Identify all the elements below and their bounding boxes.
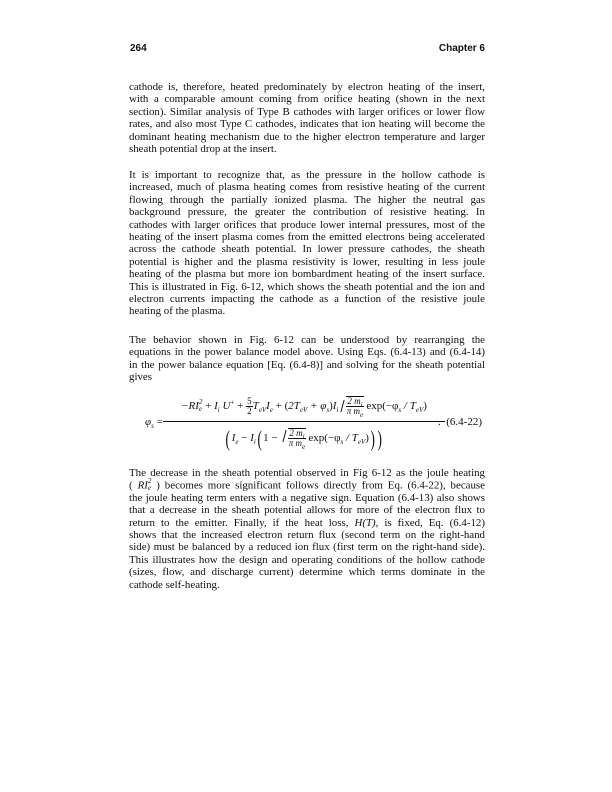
text-line: cathode is, therefore, heated predominately by electron heating of the insert, bbox=[129, 81, 485, 93]
text-line: dominant heating mechanism due to the higher electron temperature and larger bbox=[129, 130, 485, 143]
math: π m bbox=[288, 438, 303, 449]
text-line: that a decrease in the sheath potential allows for more of the electron flux to bbox=[129, 504, 485, 517]
math: − bbox=[238, 432, 251, 445]
subscript: s bbox=[326, 406, 330, 415]
phi-symbol: φ bbox=[145, 416, 152, 428]
text-line: across the cathode sheath potential. In lower pressure cathodes, the sheath bbox=[129, 243, 485, 256]
text: ( bbox=[129, 479, 133, 492]
square-root bbox=[280, 422, 305, 455]
math: 2 m bbox=[289, 428, 303, 439]
subscript: i bbox=[217, 406, 220, 415]
superscript: 2 bbox=[198, 397, 203, 406]
text-line: The behavior shown in Fig. 6-12 can be understood by rearranging the bbox=[129, 334, 485, 346]
text-line: heating of the insert plasma comes from the emitted electrons being accelerated bbox=[129, 230, 485, 243]
text-line: This is illustrated in Fig. 6-12, which shows the sheath potential and the ion and bbox=[129, 280, 485, 293]
superscript: 2 bbox=[147, 477, 152, 486]
equation-lhs bbox=[145, 416, 163, 431]
equation-6-4-22 bbox=[129, 392, 485, 456]
subscript: eV bbox=[258, 406, 267, 415]
subscript: eV bbox=[357, 438, 366, 447]
denominator bbox=[288, 438, 306, 452]
subscript: s bbox=[398, 406, 402, 415]
superscript: + bbox=[230, 398, 235, 407]
math: + bbox=[272, 400, 285, 413]
math: exp(−φ bbox=[363, 400, 399, 413]
math: exp(−φ bbox=[305, 432, 341, 445]
text-line: in the power balance equation [Eq. (6.4-8)] and solving for the sheath potential bbox=[129, 358, 485, 371]
big-paren: ( bbox=[225, 426, 231, 451]
numerator: 5 bbox=[247, 396, 252, 406]
math: I bbox=[231, 432, 236, 445]
math: 1 − bbox=[263, 432, 281, 445]
subscript: e bbox=[147, 484, 151, 493]
text-line bbox=[129, 479, 485, 491]
math: + bbox=[202, 400, 215, 413]
text-line: flowing through the partially ionized plasma. The higher the neutral gas bbox=[129, 193, 485, 206]
math-joule-term: RI bbox=[137, 479, 148, 492]
mass-ratio bbox=[346, 396, 364, 420]
sup-sub bbox=[148, 478, 152, 492]
text-line: background pressure, the greater the contribution of resistive heating. In bbox=[129, 206, 485, 219]
math: I bbox=[332, 400, 337, 413]
running-header-chapter: Chapter 6 bbox=[438, 43, 485, 54]
equation-fraction bbox=[163, 392, 445, 455]
text-line: This illustrates how the design and operating conditions of the hollow cathode bbox=[129, 553, 485, 566]
paragraph-3 bbox=[129, 334, 485, 384]
subscript: i bbox=[253, 438, 256, 447]
math: I bbox=[266, 400, 270, 413]
subscript: eV bbox=[415, 406, 424, 415]
equation-number bbox=[438, 416, 482, 428]
denominator: 2 bbox=[247, 406, 252, 416]
period: . bbox=[438, 416, 441, 428]
paren: ( bbox=[284, 400, 289, 413]
page-number: 264 bbox=[130, 43, 147, 54]
paragraph-4 bbox=[129, 467, 485, 591]
big-paren: ) bbox=[370, 426, 375, 451]
subscript: e bbox=[198, 404, 202, 413]
math: −RI bbox=[181, 400, 199, 413]
math: 2 m bbox=[347, 396, 361, 407]
text: return to the emitter. Finally, if the heat loss, bbox=[129, 516, 349, 529]
subscript: i bbox=[360, 401, 363, 410]
subscript: e bbox=[269, 406, 273, 415]
paragraph-1 bbox=[129, 81, 485, 155]
text-line: (sizes, flow, and discharge current) determine which terms dominate in the bbox=[129, 566, 485, 579]
equation-number-label: (6.4-22) bbox=[446, 416, 482, 428]
text-line: section). Similar analysis of Type B cathodes with larger orifices or lower flow bbox=[129, 105, 485, 118]
text-line: cathodes with larger orifices that produce lower internal pressures, most of the bbox=[129, 218, 485, 231]
text-line: increased, much of plasma heating comes from resistive heating of the current bbox=[129, 181, 485, 194]
text-line bbox=[129, 517, 485, 529]
text-line: cathode self-heating. bbox=[129, 578, 220, 591]
paragraph-2 bbox=[129, 169, 485, 318]
subscript: s bbox=[340, 438, 344, 447]
text-line: side) must be balanced by a reduced ion flux (first term on the right-hand side). bbox=[129, 541, 485, 554]
math: U bbox=[219, 400, 231, 413]
square-root bbox=[338, 392, 363, 421]
subscript: eV bbox=[299, 406, 308, 415]
text-line: shows that the increased electron return flux (second term on the right-hand bbox=[129, 528, 485, 541]
subscript: i bbox=[302, 433, 305, 442]
text: , is fixed, Eq. (6.4-12) bbox=[375, 516, 485, 529]
subscript: e bbox=[235, 438, 239, 447]
math: / T bbox=[401, 400, 416, 413]
math: I bbox=[214, 400, 218, 413]
text-line: potential is higher and the plasma resistivity is lower, resulting in less joule bbox=[129, 255, 485, 268]
sup-sub bbox=[199, 399, 203, 413]
paren: ) bbox=[423, 400, 427, 413]
math: + bbox=[234, 400, 247, 413]
text: ) becomes more significant follows directly from Eq. (6.4-22), because bbox=[156, 479, 486, 492]
math: I bbox=[250, 432, 254, 445]
subscript: i bbox=[336, 406, 339, 415]
equation-numerator bbox=[163, 392, 445, 421]
mass-ratio bbox=[288, 428, 306, 452]
text-line: sheath potential drop at the insert. bbox=[129, 142, 277, 155]
text-line: equations in the power balance model above. Using Eqs. (6.4-13) and (6.4-14) bbox=[129, 346, 485, 359]
text-line: The decrease in the sheath potential observed in Fig 6-12 as the joule heating bbox=[129, 467, 485, 479]
subscript: s bbox=[151, 422, 154, 431]
text-line: It is important to recognize that, as the pressure in the hollow cathode is bbox=[129, 169, 485, 181]
text-line: rates, and also most Type C cathodes, indicates that ion heating will become the bbox=[129, 118, 485, 131]
math-heat-loss: H(T) bbox=[354, 516, 376, 529]
paren: ) bbox=[365, 432, 369, 445]
text-line: with a comparable amount coming from orifice heating (shown in the next bbox=[129, 93, 485, 106]
math: + φ bbox=[307, 400, 327, 413]
denominator bbox=[346, 406, 364, 420]
math: / T bbox=[343, 432, 358, 445]
math: 2T bbox=[288, 400, 300, 413]
math: π m bbox=[346, 406, 361, 417]
text-line: electron currents impacting the cathode as a function of the resistive joule bbox=[129, 292, 485, 305]
text-line: gives bbox=[129, 371, 152, 384]
equals-sign: = bbox=[153, 416, 163, 428]
equation-denominator bbox=[163, 422, 445, 455]
subscript: e bbox=[302, 443, 306, 452]
text-line: heating of the plasma. bbox=[129, 305, 226, 318]
subscript: e bbox=[360, 411, 364, 420]
big-paren: ) bbox=[377, 426, 383, 451]
paren: ) bbox=[329, 400, 333, 413]
text-line: the joule heating term enters with a negative sign. Equation (6.4-13) also shows bbox=[129, 491, 485, 504]
big-paren: ( bbox=[257, 426, 262, 451]
text-line: heating of the plasma but more ion bombardment heating of the insert surface. bbox=[129, 268, 485, 281]
math: T bbox=[252, 400, 259, 413]
